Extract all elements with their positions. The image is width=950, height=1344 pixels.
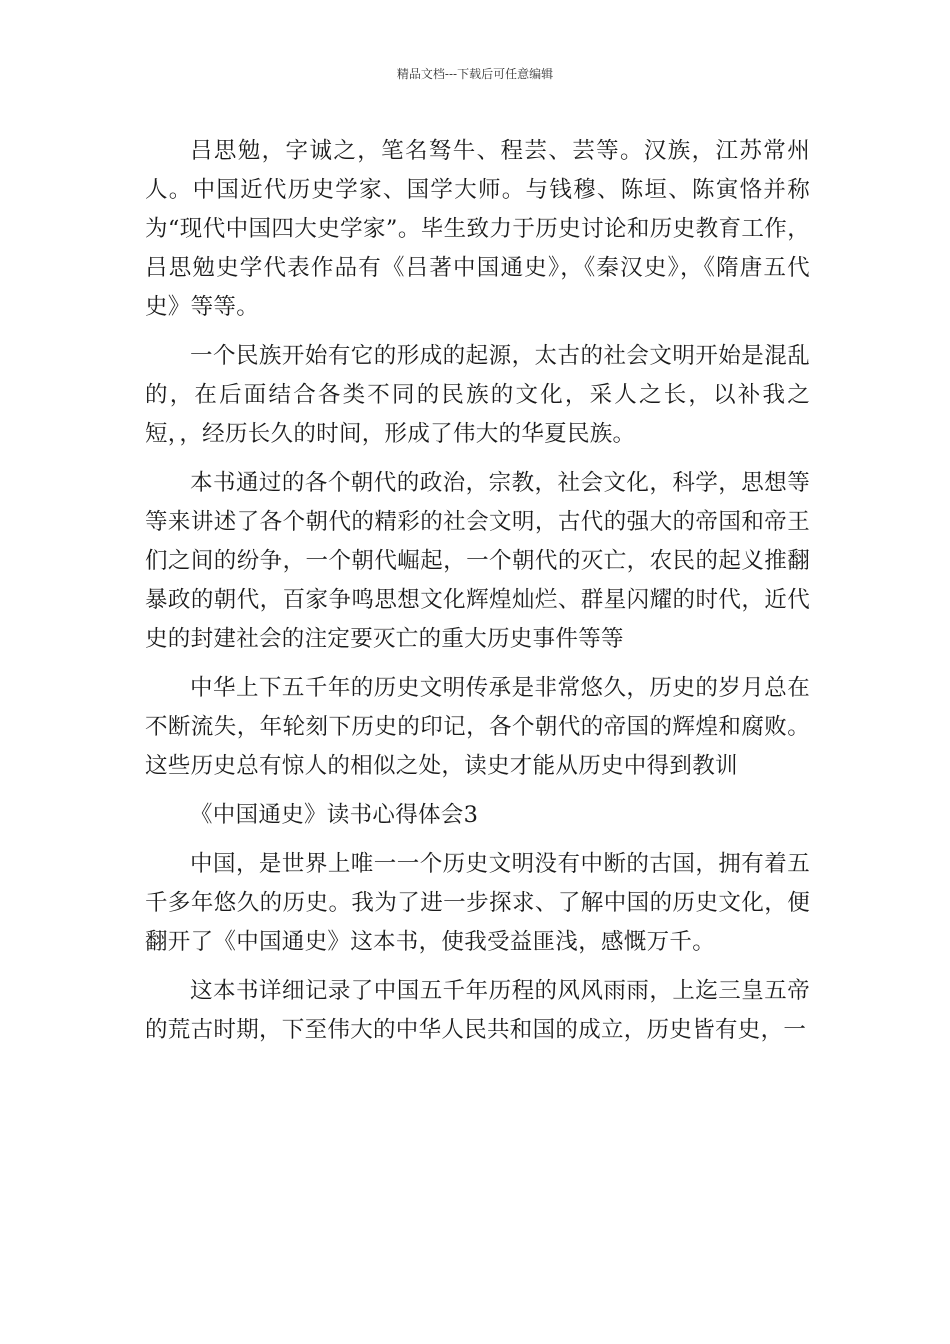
document-body: [145, 132, 810, 1050]
paragraph-history-lessons: 中华上下五千年的历史文明传承是非常悠久，历史的岁月总在不断流失，年轮刻下历史的印记，各个朝代的帝国的辉煌和腐败。这些历史总有惊人的相似之处，读史才能从历史中得到教训: [145, 675, 810, 779]
page-header: 精品文档---下载后可任意编辑: [396, 67, 554, 81]
paragraph-author-bio: 吕思勉，字诚之，笔名驽牛、程芸、芸等。汉族，江苏常州人。中国近代历史学家、国学大师。与钱穆、陈垣、陈寅恪并称为“现代中国四大史学家”。毕生致力于历史讨论和历史教育工作，吕思勉史学代表作品有《吕著中国通史》，《秦汉史》，《隋唐五代史》等等。: [145, 138, 810, 320]
paragraph-book-details: 这本书详细记录了中国五千年历程的风风雨雨，上迄三皇五帝的荒古时期，下至伟大的中华人民共和国的成立，历史皆有史，一: [145, 978, 810, 1043]
paragraph-book-content: 本书通过的各个朝代的政治，宗教，社会文化，科学，思想等等来讲述了各个朝代的精彩的社会文明，古代的强大的帝国和帝王们之间的纷争，一个朝代崛起，一个朝代的灭亡，农民的起义推翻暴政的朝代，百家争鸣思想文化辉煌灿烂、群星闪耀的时代，近代史的封建社会的注定要灭亡的重大历史事件等等: [145, 470, 810, 652]
paragraph-china-history: 中国，是世界上唯一一个历史文明没有中断的古国，拥有着五千多年悠久的历史。我为了进一步探求、了解中国的历史文化，便翻开了《中国通史》这本书，使我受益匪浅，感慨万千。: [145, 851, 810, 955]
section-heading: 《中国通史》读书心得体会3: [190, 802, 479, 828]
paragraph-nation-origin: 一个民族开始有它的形成的起源，太古的社会文明开始是混乱的，在后面结合各类不同的民族的文化，采人之长，以补我之短，，经历长久的时间，形成了伟大的华夏民族。: [145, 343, 810, 447]
